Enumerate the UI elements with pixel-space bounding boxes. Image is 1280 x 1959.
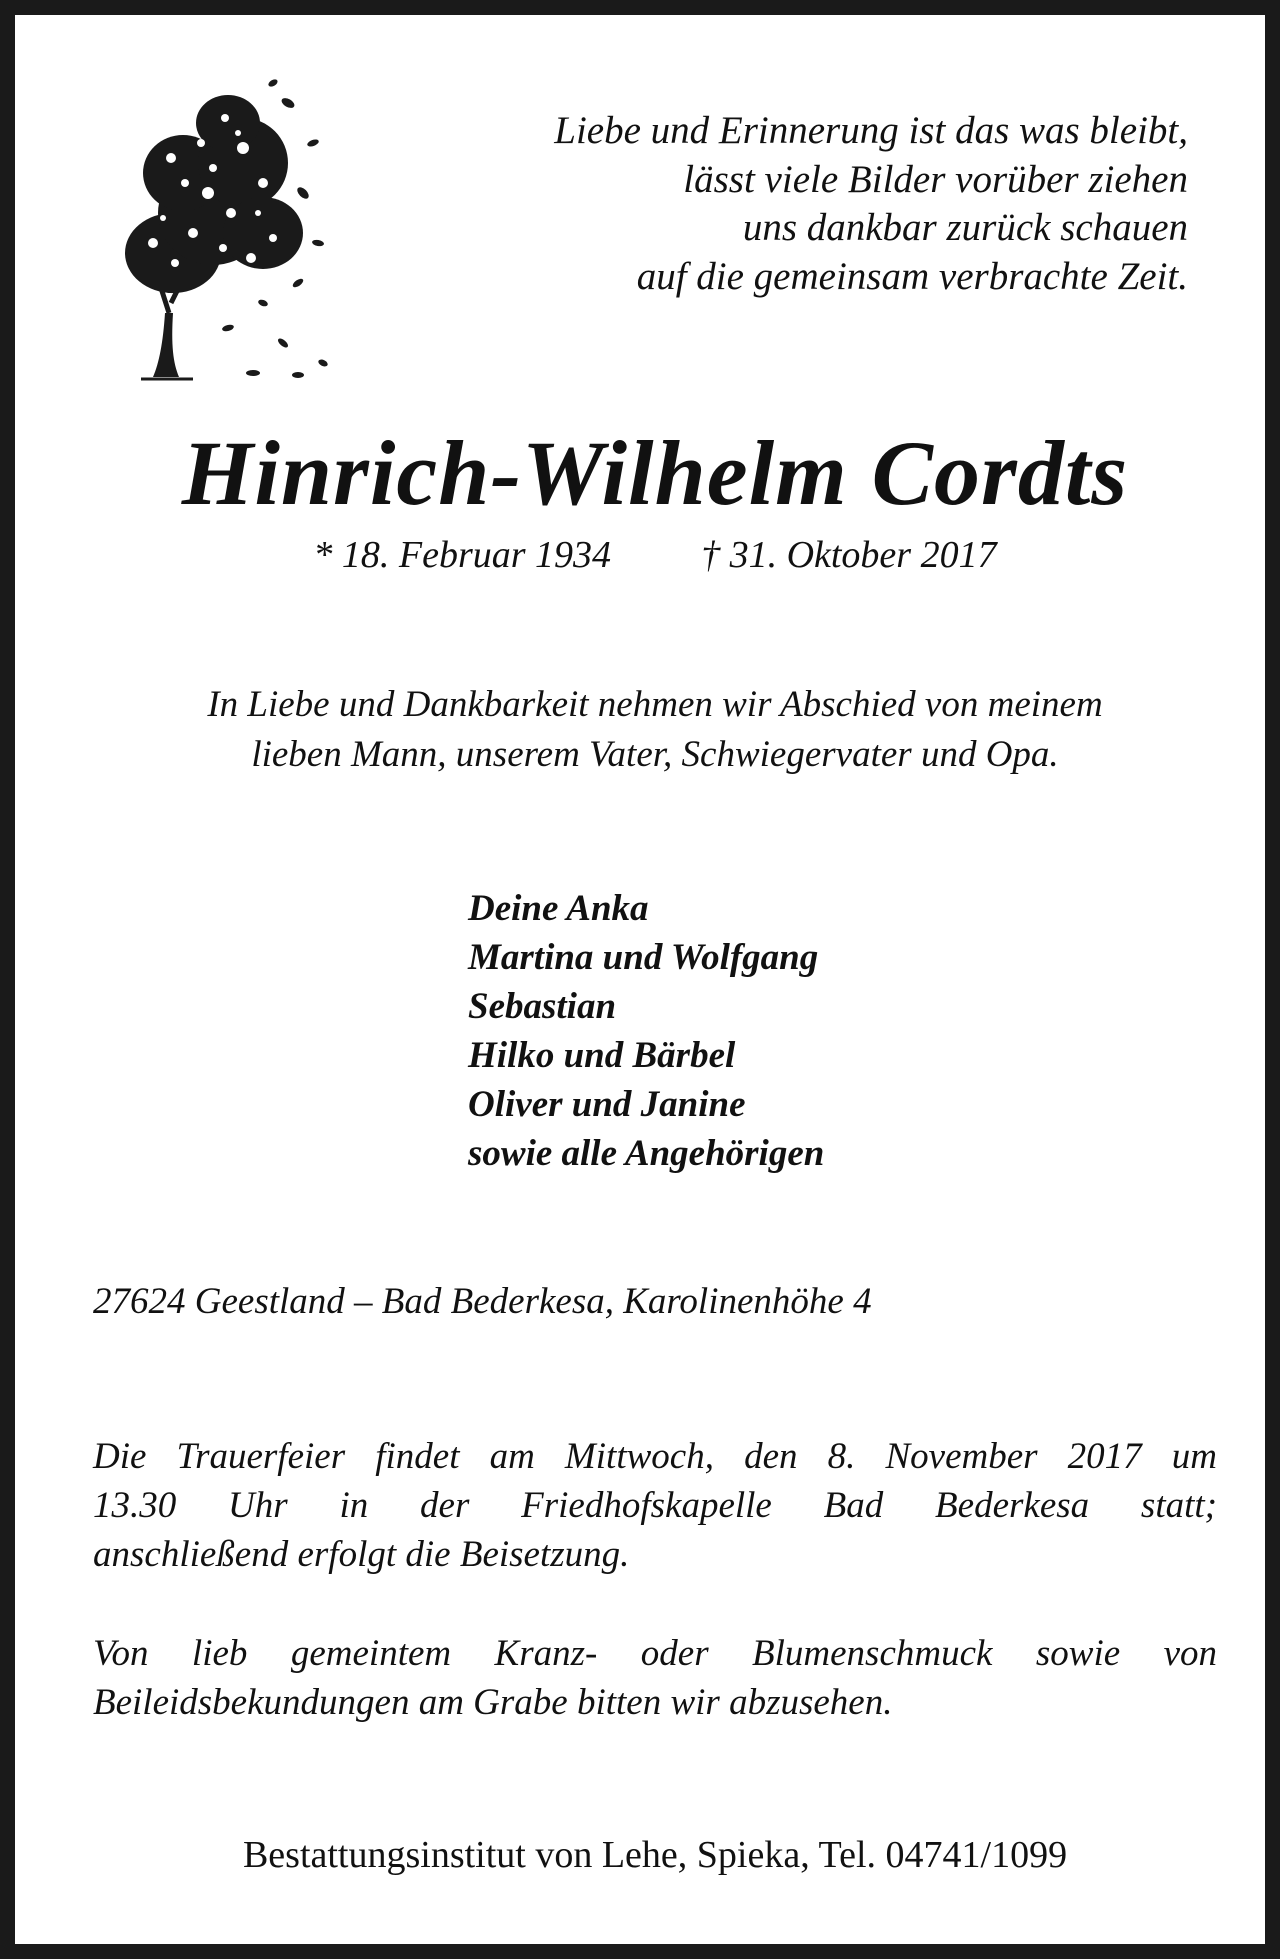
deceased-name: Hinrich-Wilhelm Cordts xyxy=(181,422,1129,524)
flower-request xyxy=(93,1629,1217,1727)
life-dates xyxy=(15,530,1280,580)
mourner-name: Oliver und Janine xyxy=(468,1084,746,1125)
mourner-name: Deine Anka xyxy=(468,888,649,929)
mourner-name: Hilko und Bärbel xyxy=(468,1035,736,1076)
birth-date: * 18. Februar 1934 xyxy=(313,534,612,576)
mourner-name: sowie alle Angehörigen xyxy=(468,1133,825,1174)
farewell-line: In Liebe und Dankbarkeit nehmen wir Abschied von meinem xyxy=(207,684,1103,725)
poem-line: auf die gemeinsam verbrachte Zeit. xyxy=(636,254,1188,298)
address: 27624 Geestland – Bad Bederkesa, Karolinenhöhe 4 xyxy=(93,1281,872,1322)
funeral-info-line: anschließend erfolgt die Beisetzung. xyxy=(93,1534,630,1575)
farewell-text xyxy=(15,680,1280,780)
funeral-info-line: Die Trauerfeier findet am Mittwoch, den 8. November 2017 um xyxy=(93,1436,1217,1477)
tree-icon xyxy=(113,63,353,383)
poem-line: Liebe und Erinnerung ist das was bleibt, xyxy=(554,109,1188,152)
flower-request-line: Beileidsbekundungen am Grabe bitten wir abzusehen. xyxy=(93,1682,893,1723)
mourner-name: Martina und Wolfgang xyxy=(468,937,819,978)
mourner-name: Sebastian xyxy=(468,986,617,1027)
poem-line: lässt viele Bilder vorüber ziehen xyxy=(683,157,1188,201)
mourners-list xyxy=(468,884,824,1178)
funeral-info xyxy=(93,1432,1217,1579)
death-date: † 31. Oktober 2017 xyxy=(701,534,997,576)
funeral-info-line: 13.30 Uhr in der Friedhofskapelle Bad Bederkesa statt; xyxy=(93,1485,1217,1526)
undertaker-info: Bestattungsinstitut von Lehe, Spieka, Tel. 04741/1099 xyxy=(242,1834,1068,1876)
farewell-line: lieben Mann, unserem Vater, Schwiegervater und Opa. xyxy=(251,734,1059,775)
poem-line: uns dankbar zurück schauen xyxy=(742,206,1188,249)
flower-request-line: Von lieb gemeintem Kranz- oder Blumenschmuck sowie von xyxy=(93,1633,1217,1674)
poem xyxy=(428,107,1188,301)
